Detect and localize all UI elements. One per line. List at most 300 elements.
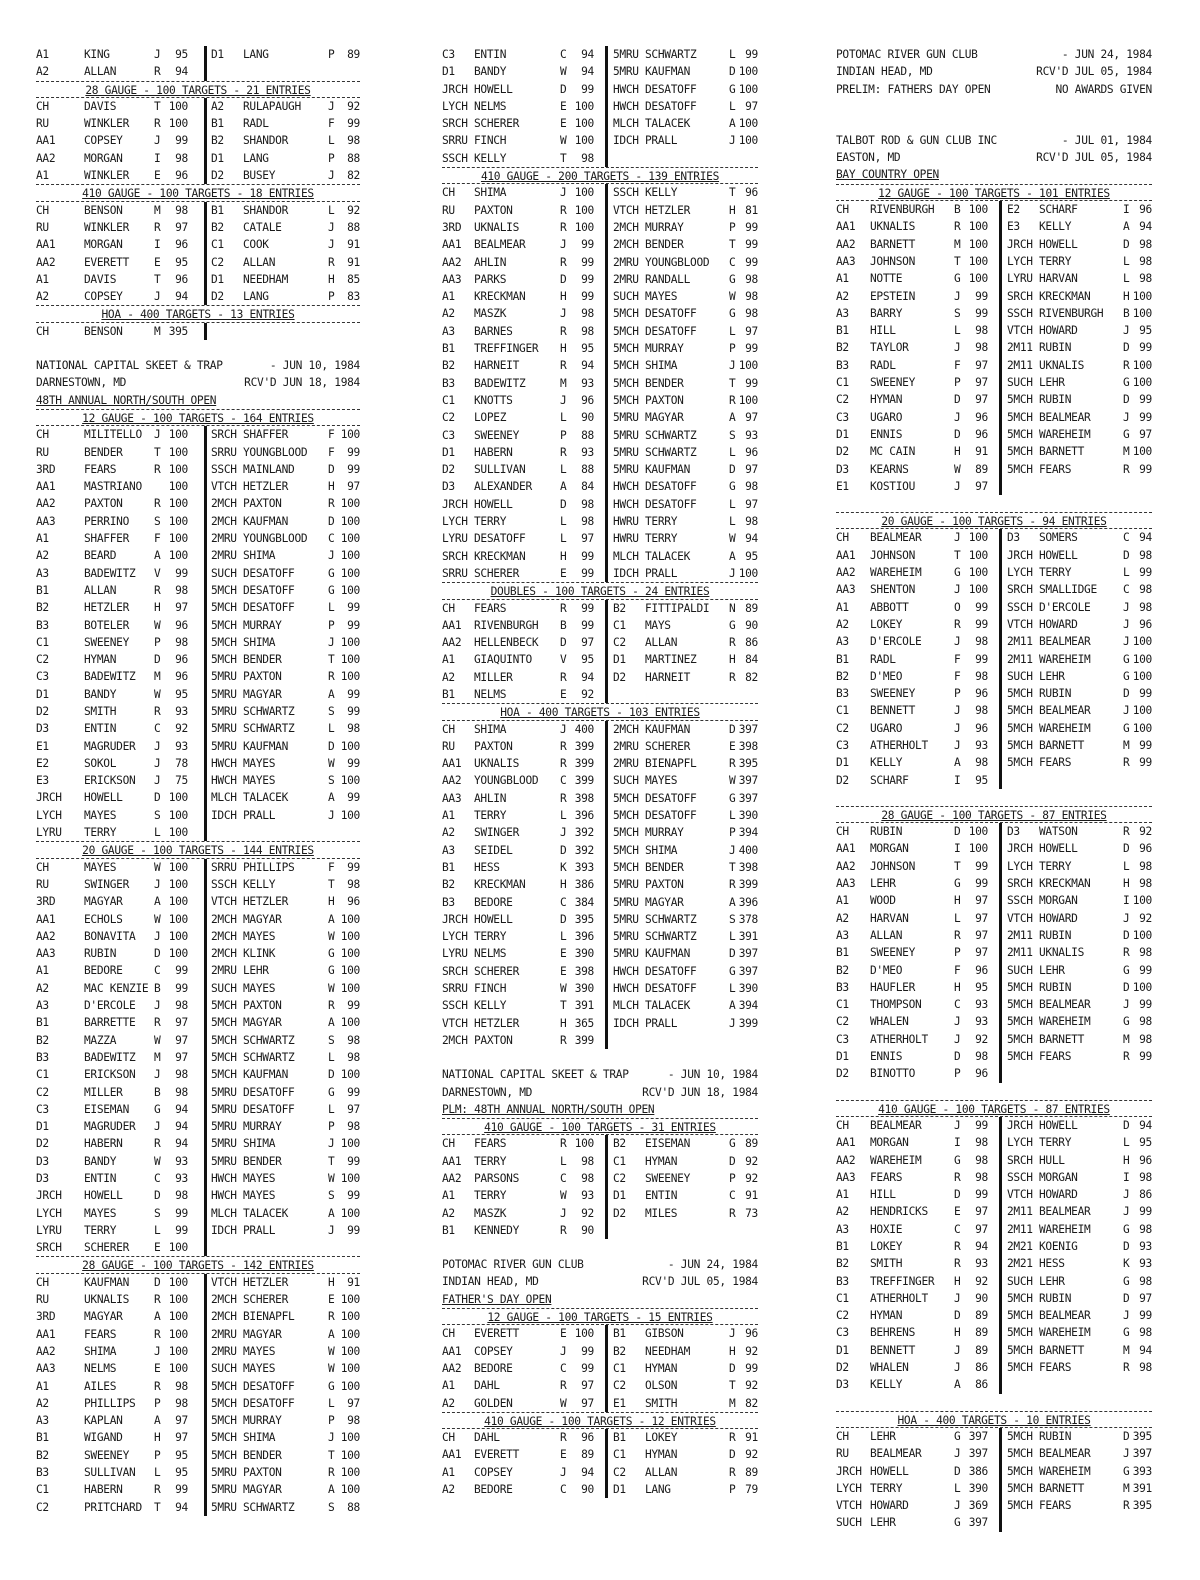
shooter-initial: L xyxy=(560,463,567,477)
score: 384 xyxy=(574,895,594,909)
shooter-initial: E xyxy=(154,1241,161,1255)
class-code: LYRU xyxy=(36,1223,62,1237)
class-code: LYCH xyxy=(442,515,468,529)
shooter-initial: D xyxy=(729,1154,736,1168)
shooter-initial: I xyxy=(954,842,961,856)
score: 93 xyxy=(175,1172,188,1185)
shooter-initial: D xyxy=(1123,393,1130,407)
shooter-name: RANDALL xyxy=(645,272,691,286)
score: 89 xyxy=(745,601,758,615)
score: 88 xyxy=(347,220,360,234)
results-table xyxy=(442,721,758,1050)
result-row xyxy=(36,807,360,824)
class-code: C1 xyxy=(36,635,49,649)
score: 99 xyxy=(975,877,988,891)
shooter-initial: R xyxy=(154,1483,161,1497)
event-category-header xyxy=(836,512,1152,529)
shooter-initial: D xyxy=(954,1309,961,1323)
class-code: CH xyxy=(442,1137,455,1151)
shooter-initial: D xyxy=(154,1275,161,1289)
shooter-name: SWEENEY xyxy=(870,946,916,960)
class-code: D2 xyxy=(836,1361,849,1375)
result-row xyxy=(442,721,758,738)
score: 390 xyxy=(574,947,594,961)
shooter-initial: R xyxy=(560,255,567,269)
class-code: A2 xyxy=(211,99,224,113)
shooter-name: HOXIE xyxy=(870,1222,903,1236)
result-row xyxy=(442,980,758,997)
score: 97 xyxy=(1139,1291,1152,1305)
score: 92 xyxy=(745,1172,758,1185)
shooter-name: PHILLIPS xyxy=(84,1396,136,1410)
score: 100 xyxy=(168,947,188,961)
score: 98 xyxy=(745,307,758,321)
shooter-name: BENNETT xyxy=(870,1343,916,1357)
shooter-initial: W xyxy=(328,756,335,770)
shooter-name: BEDORE xyxy=(474,895,513,909)
score: 95 xyxy=(175,1448,188,1462)
score: 75 xyxy=(175,774,188,788)
score: 100 xyxy=(168,826,188,840)
class-code: LYCH xyxy=(1007,1136,1033,1150)
result-row xyxy=(36,132,360,149)
result-row xyxy=(36,1429,360,1446)
shooter-name: BEDORE xyxy=(84,964,123,978)
shooter-name: MORGAN xyxy=(1039,1170,1078,1184)
shooter-name: MURRAY xyxy=(645,342,684,356)
score: 98 xyxy=(581,515,594,529)
shooter-initial: A xyxy=(729,117,736,131)
result-row xyxy=(442,755,758,772)
shooter-initial: H xyxy=(729,203,736,217)
shooter-initial: G xyxy=(954,272,961,286)
result-row xyxy=(836,1307,1152,1324)
shooter-initial: L xyxy=(560,532,567,546)
shooter-name: ENNIS xyxy=(870,1050,903,1064)
shooter-name: NEEDHAM xyxy=(645,1344,691,1358)
score: 98 xyxy=(175,999,188,1013)
shooter-initial: H xyxy=(560,549,567,563)
result-row xyxy=(36,461,360,478)
score: 89 xyxy=(581,1448,594,1462)
shooter-name: BANDY xyxy=(84,1154,117,1168)
shooter-initial: J xyxy=(328,808,335,822)
shooter-initial: G xyxy=(729,791,736,805)
result-row xyxy=(442,928,758,945)
class-code: C3 xyxy=(836,410,849,424)
event-category-text: 410 GAUGE - 200 TARGETS - 139 ENTRIES xyxy=(480,170,720,184)
score: 99 xyxy=(1139,1205,1152,1219)
class-code: AA1 xyxy=(442,1344,462,1358)
class-code: 2MRU xyxy=(613,739,639,753)
class-code: C1 xyxy=(836,998,849,1012)
score: 99 xyxy=(347,1154,360,1168)
shooter-initial: W xyxy=(560,134,567,148)
result-row xyxy=(36,1222,360,1239)
class-code: B2 xyxy=(836,1257,849,1271)
shooter-name: RUBIN xyxy=(1039,980,1072,994)
class-code: D1 xyxy=(836,1343,849,1357)
shooter-name: MURRAY xyxy=(243,1414,282,1428)
shooter-name: RIVENBURGH xyxy=(870,203,935,217)
shooter-initial: S xyxy=(328,1189,335,1203)
shooter-initial: E xyxy=(560,99,567,113)
score: 100 xyxy=(340,1293,360,1307)
shooter-name: PAXTON xyxy=(474,203,513,217)
shooter-initial: A xyxy=(328,791,335,805)
column-divider xyxy=(999,201,1002,495)
shooter-name: TREFFINGER xyxy=(870,1274,935,1288)
score: 90 xyxy=(581,1483,594,1497)
shooter-name: BEALMEAR xyxy=(474,238,526,252)
class-code: B1 xyxy=(442,687,455,701)
shooter-name: HYMAN xyxy=(645,1448,678,1462)
result-row xyxy=(36,997,360,1014)
shooter-initial: E xyxy=(560,687,567,701)
result-row xyxy=(836,979,1152,996)
shooter-initial: C xyxy=(560,1172,567,1185)
score: 97 xyxy=(975,393,988,407)
shooter-name: COPSEY xyxy=(84,290,123,304)
shooter-initial: R xyxy=(560,601,567,615)
shooter-initial: T xyxy=(729,860,736,874)
class-code: MLCH xyxy=(613,117,639,131)
shooter-name: KRECKMAN xyxy=(474,549,526,563)
shooter-name: SWEENEY xyxy=(474,428,520,442)
class-code: A2 xyxy=(442,670,455,684)
class-code: D2 xyxy=(613,1206,626,1220)
score: 99 xyxy=(745,238,758,252)
shooter-initial: J xyxy=(560,186,567,200)
shooter-initial: L xyxy=(954,1481,961,1495)
result-row xyxy=(836,772,1152,789)
column-left xyxy=(36,46,360,1516)
shooter-name: FEARS xyxy=(1039,756,1072,770)
result-row xyxy=(36,202,360,219)
shooter-initial: G xyxy=(1123,669,1130,683)
shooter-name: HYMAN xyxy=(645,1361,678,1375)
class-code: VTCH xyxy=(1007,911,1033,925)
class-code: HWCH xyxy=(211,1172,237,1185)
score: 399 xyxy=(574,757,594,771)
shooter-name: SCHWARTZ xyxy=(243,704,295,718)
score: 96 xyxy=(975,963,988,977)
shooter-name: MAYES xyxy=(243,756,276,770)
result-row xyxy=(36,1205,360,1222)
shooter-name: BEDORE xyxy=(474,1483,513,1497)
shooter-initial: T xyxy=(328,877,335,891)
shooter-name: KRECKMAN xyxy=(1039,289,1091,303)
event-header-date: - JUN 10, 1984 xyxy=(269,359,360,373)
score: 98 xyxy=(975,341,988,355)
shooter-initial: R xyxy=(954,220,961,234)
event-category-header xyxy=(442,703,758,720)
class-code: IDCH xyxy=(613,1016,639,1030)
shooter-initial: F xyxy=(154,532,161,546)
score: 90 xyxy=(581,411,594,425)
shooter-name: MORGAN xyxy=(870,842,909,856)
result-row xyxy=(36,323,360,340)
result-row xyxy=(836,668,1152,685)
shooter-name: MARTINEZ xyxy=(645,653,697,667)
shooter-name: LOKEY xyxy=(870,617,903,631)
score: 98 xyxy=(1139,1222,1152,1236)
score: 90 xyxy=(581,1223,594,1237)
class-code: RU xyxy=(442,203,455,217)
shooter-name: RUBIN xyxy=(1039,687,1072,701)
shooter-initial: P xyxy=(729,220,736,234)
result-row xyxy=(836,1048,1152,1065)
class-code: JRCH xyxy=(1007,548,1033,562)
shooter-initial: L xyxy=(560,930,567,944)
shooter-initial: G xyxy=(729,618,736,632)
shooter-name: SCHERER xyxy=(474,964,520,978)
score: 91 xyxy=(347,238,360,252)
class-code: D3 xyxy=(836,1378,849,1392)
shooter-name: EISEMAN xyxy=(645,1137,691,1151)
score: 100 xyxy=(168,929,188,943)
class-code: B2 xyxy=(442,878,455,892)
shooter-initial: J xyxy=(154,1120,161,1134)
class-code: AA2 xyxy=(442,774,462,788)
class-code: JRCH xyxy=(1007,1118,1033,1132)
class-code: CH xyxy=(36,324,49,338)
shooter-initial: J xyxy=(954,1343,961,1357)
class-code: 3RD xyxy=(36,1310,56,1324)
shooter-initial: J xyxy=(328,1431,335,1445)
class-code: C3 xyxy=(442,48,455,61)
class-code: 5MRU xyxy=(211,704,237,718)
class-code: LYCH xyxy=(36,1206,62,1220)
class-code: CH xyxy=(442,1431,455,1445)
shooter-name: MAYES xyxy=(645,290,678,304)
shooter-name: RUBIN xyxy=(1039,1291,1072,1305)
shooter-initial: J xyxy=(1123,911,1130,925)
shooter-initial: J xyxy=(328,169,335,183)
shooter-initial: R xyxy=(560,203,567,217)
shooter-initial: J xyxy=(1123,635,1130,649)
result-row xyxy=(836,1221,1152,1238)
score: 84 xyxy=(581,480,594,494)
class-code: HWCH xyxy=(613,480,639,494)
score: 99 xyxy=(975,1188,988,1202)
shooter-initial: G xyxy=(729,964,736,978)
class-code: C1 xyxy=(211,238,224,252)
event-category-text: HOA - 400 TARGETS - 13 ENTRIES xyxy=(101,308,295,322)
shooter-name: MAGYAR xyxy=(645,411,684,425)
score: 99 xyxy=(347,445,360,459)
spacer xyxy=(836,98,1152,115)
spacer xyxy=(836,789,1152,806)
shooter-initial: P xyxy=(328,1414,335,1428)
shooter-name: PAXTON xyxy=(243,999,282,1013)
result-row xyxy=(36,1014,360,1031)
result-row xyxy=(836,409,1152,426)
score: 92 xyxy=(1139,911,1152,925)
result-row xyxy=(36,859,360,876)
shooter-name: PRALL xyxy=(243,1223,276,1237)
shooter-initial: D xyxy=(729,65,736,79)
score: 395 xyxy=(738,757,758,771)
shooter-initial: A xyxy=(328,912,335,926)
class-code: A2 xyxy=(36,65,49,79)
result-row xyxy=(442,772,758,789)
score: 98 xyxy=(975,1153,988,1167)
score: 100 xyxy=(1132,669,1152,683)
shooter-name: SMITH xyxy=(84,704,117,718)
class-code: C3 xyxy=(836,1032,849,1046)
result-row xyxy=(836,616,1152,633)
spacer xyxy=(442,1049,758,1066)
shooter-initial: V xyxy=(560,653,567,667)
score: 94 xyxy=(581,359,594,373)
shooter-initial: R xyxy=(154,1137,161,1151)
score: 100 xyxy=(340,653,360,667)
shooter-name: ALLAN xyxy=(84,583,117,597)
class-code: 5MRU xyxy=(211,670,237,684)
score: 99 xyxy=(581,82,594,96)
score: 93 xyxy=(581,445,594,459)
class-code: LYCH xyxy=(442,99,468,113)
event-header-text: INDIAN HEAD, MD xyxy=(836,65,933,79)
score: 100 xyxy=(340,947,360,961)
result-row xyxy=(836,1117,1152,1134)
score: 99 xyxy=(347,1223,360,1237)
shooter-name: DESATOFF xyxy=(645,809,697,823)
result-row xyxy=(836,702,1152,719)
score: 92 xyxy=(745,1379,758,1393)
class-code: SUCH xyxy=(211,981,237,995)
shooter-initial: T xyxy=(154,99,161,113)
spacer xyxy=(836,1083,1152,1100)
shooter-initial: S xyxy=(729,428,736,442)
class-code: 2M11 xyxy=(1007,358,1033,372)
event-category-text: HOA - 400 TARGETS - 103 ENTRIES xyxy=(500,706,700,720)
class-code: A3 xyxy=(836,635,849,649)
shooter-name: FEARS xyxy=(474,601,507,615)
shooter-name: NELMS xyxy=(474,947,507,961)
class-code: JRCH xyxy=(442,82,468,96)
class-code: B2 xyxy=(36,1448,49,1462)
shooter-name: TALACEK xyxy=(243,791,289,805)
shooter-name: HOWARD xyxy=(1039,911,1078,925)
shooter-initial: W xyxy=(328,1362,335,1376)
class-code: SSCH xyxy=(211,877,237,891)
shooter-initial: D xyxy=(328,462,335,476)
shooter-name: SCHARF xyxy=(870,773,909,787)
shooter-initial: F xyxy=(328,860,335,874)
score: 98 xyxy=(975,704,988,718)
shooter-name: MURRAY xyxy=(645,826,684,840)
score: 98 xyxy=(175,1085,188,1099)
shooter-initial: R xyxy=(954,617,961,631)
class-code: 5MCH xyxy=(1007,1361,1033,1375)
shooter-name: DAVIS xyxy=(84,99,117,113)
class-code: SSCH xyxy=(442,999,468,1013)
shooter-initial: H xyxy=(1123,877,1130,891)
class-code: 5MCH xyxy=(211,1448,237,1462)
spacer xyxy=(36,340,360,357)
shooter-name: FEARS xyxy=(1039,1361,1072,1375)
class-code: B2 xyxy=(836,341,849,355)
shooter-name: KAUFMAN xyxy=(84,1275,130,1289)
shooter-initial: H xyxy=(729,653,736,667)
shooter-name: SCHWARTZ xyxy=(243,722,295,736)
shooter-initial: L xyxy=(154,826,161,840)
shooter-name: HARNEIT xyxy=(645,670,691,684)
shooter-name: BARNETT xyxy=(1039,445,1085,459)
score: 100 xyxy=(340,1362,360,1376)
shooter-initial: D xyxy=(729,463,736,477)
shooter-name: WAREHEIM xyxy=(1039,652,1091,666)
shooter-name: UGARO xyxy=(870,721,903,735)
score: 96 xyxy=(175,618,188,632)
shooter-initial: D xyxy=(560,636,567,650)
shooter-initial: J xyxy=(1123,704,1130,718)
shooter-name: TALACEK xyxy=(243,1206,289,1220)
results-table xyxy=(442,1325,758,1411)
shooter-name: SCHWARTZ xyxy=(243,1500,295,1514)
class-code: A2 xyxy=(836,911,849,925)
shooter-initial: D xyxy=(560,82,567,96)
score: 97 xyxy=(975,894,988,908)
class-code: SSCH xyxy=(211,462,237,476)
shooter-name: KENNEDY xyxy=(474,1223,520,1237)
shooter-name: WINKLER xyxy=(84,220,130,234)
class-code: B2 xyxy=(613,601,626,615)
shooter-initial: J xyxy=(954,721,961,735)
score: 97 xyxy=(581,532,594,546)
score: 100 xyxy=(968,566,988,580)
event-category-header xyxy=(36,841,360,858)
shooter-initial: L xyxy=(560,411,567,425)
class-code: VTCH xyxy=(211,895,237,909)
result-row xyxy=(36,703,360,720)
shooter-initial: O xyxy=(954,600,961,614)
score: 98 xyxy=(1139,877,1152,891)
score: 96 xyxy=(745,1327,758,1341)
shooter-name: BANDY xyxy=(474,65,507,79)
shooter-name: RIVENBURGH xyxy=(1039,306,1104,320)
class-code: 5MCH xyxy=(1007,687,1033,701)
shooter-initial: W xyxy=(154,860,161,874)
score: 99 xyxy=(347,462,360,476)
class-code: 2MRU xyxy=(211,532,237,546)
score: 100 xyxy=(340,808,360,822)
shooter-initial: J xyxy=(954,289,961,303)
shooter-name: JOHNSON xyxy=(870,859,916,873)
class-code: SRRU xyxy=(211,445,237,459)
score: 397 xyxy=(738,964,758,978)
result-row xyxy=(442,1464,758,1481)
score: 99 xyxy=(175,981,188,995)
shooter-name: JOHNSON xyxy=(870,548,916,562)
result-row xyxy=(442,150,758,167)
shooter-name: BADEWITZ xyxy=(84,1050,136,1064)
shooter-name: HOWARD xyxy=(1039,324,1078,338)
shooter-initial: D xyxy=(1123,341,1130,355)
score: 100 xyxy=(168,428,188,442)
result-row xyxy=(36,1308,360,1325)
shooter-initial: F xyxy=(954,669,961,683)
score: 100 xyxy=(168,497,188,511)
score: 95 xyxy=(1139,1136,1152,1150)
shooter-name: DESATOFF xyxy=(645,497,697,511)
shooter-name: SMITH xyxy=(645,1396,678,1410)
shooter-initial: P xyxy=(729,1483,736,1497)
score: 99 xyxy=(347,1189,360,1203)
class-code: E1 xyxy=(613,1396,626,1410)
